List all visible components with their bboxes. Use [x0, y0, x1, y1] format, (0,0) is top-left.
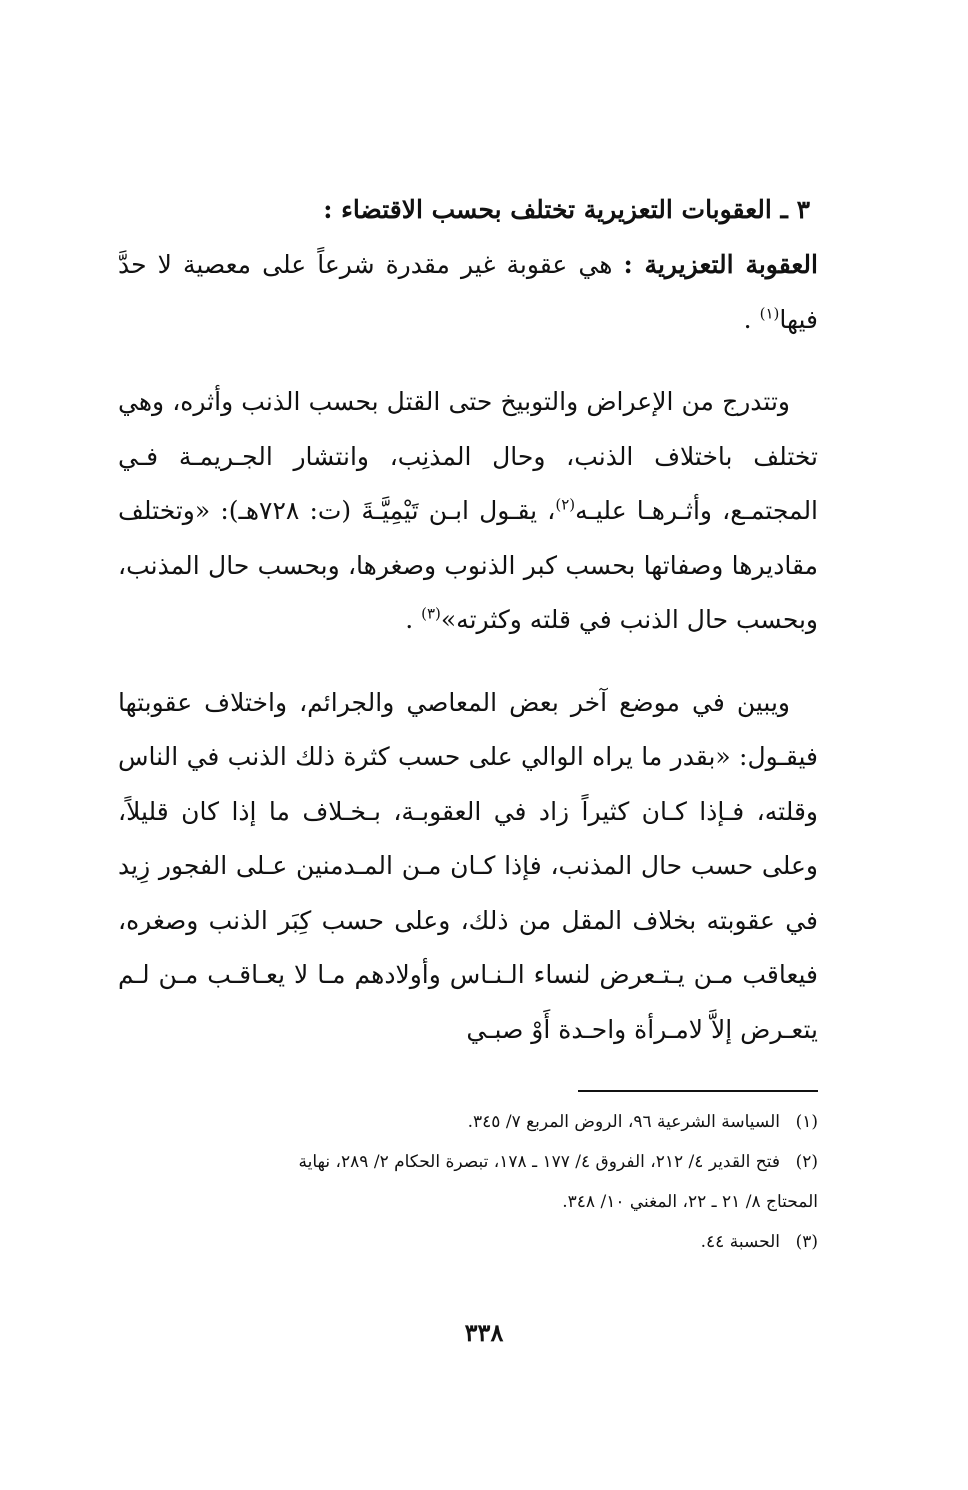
footnote-ref-3: (٣) — [421, 604, 441, 623]
footnote-ref-1: (١) — [759, 304, 780, 323]
paragraph-2-part-2: ، يقـول ابـن تَيْمِيَّـةَ (ت: ٧٢٨هـ): «وتختلف مقاديرها وصفاتها بحسب كبر الذنوب وصغرها، وبحسب حال المذنب، وبحسب حال الذنب في قلته وكثرته» — [118, 496, 818, 634]
footnote-2 — [118, 1142, 818, 1182]
main-text — [118, 188, 818, 1057]
footnote-1-text: السياسة الشرعية ٩٦، الروض المربع ٧/ ٣٤٥. — [467, 1112, 780, 1132]
definition-term: العقوبة التعزيرية : — [623, 250, 818, 279]
footnote-1 — [118, 1102, 818, 1142]
footnote-2-continuation: المحتاج ٨/ ٢١ ـ ٢٢، المغني ١٠/ ٣٤٨. — [562, 1192, 818, 1212]
section-heading: ٣ ـ العقوبات التعزيرية تختلف بحسب الاقتضاء : — [323, 195, 810, 224]
footnote-3-text: الحسبة ٤٤. — [700, 1232, 780, 1252]
footnote-3 — [118, 1222, 818, 1262]
page-number: ٣٣٨ — [464, 1318, 504, 1347]
paragraph-2-part-1: وتتدرج من الإعراض والتوبيخ حتى القتل بحسب الذنب وأثره، وهي تختلف باختلاف الذنب، وحال المذنِب، وانتشار الجـريمـة فـي المجتمـع، وأثـرهـا عليـه — [118, 387, 819, 525]
paragraph-2 — [118, 375, 818, 648]
definition-end: . — [743, 304, 760, 334]
definition-paragraph — [118, 238, 818, 347]
footnote-2-text: فتح القدير ٤/ ٢١٢، الفروق ٤/ ١٧٧ ـ ١٧٨، تبصرة الحكام ٢/ ٢٨٩، نهاية — [298, 1152, 780, 1172]
footnotes — [118, 1102, 818, 1262]
paragraph-3: ويبين في موضع آخر بعض المعاصي والجرائم، واختلاف عقوبتها فيقـول: «بقدر ما يراه الوالي على حسب كثرة ذلك الذنب في الناس وقلته، فـإذا كـان كثيراً زاد في العقوبـة، بـخـلاف ما إذا كان قليلاً، وعلى حسب حال المذنب، فإذا كـان مـن المـدمنين عـلى الفجور زِيد في عقوبته بخلاف المقل من ذلك، وعلى حسب كِبَر الذنب وصغره، فيعاقب مـن يـتـعرض لنساء الـنـاس وأولادهم مـا لا يعـاقـب مـن لـم يتعـرض إلاَّ لامـرأة واحـدة أَوْ صبـي — [118, 687, 818, 1044]
footnote-3-number: (٣) — [795, 1232, 818, 1252]
footnote-1-number: (١) — [795, 1112, 818, 1132]
footnote-separator — [578, 1090, 818, 1092]
definition-text: هي عقوبة غير مقدرة شرعاً على معصية لا حدَّ فيها — [118, 250, 818, 334]
footnote-2-number: (٢) — [795, 1152, 818, 1172]
footnote-ref-2: (٢) — [555, 495, 576, 514]
paragraph-2-end: . — [405, 605, 422, 634]
